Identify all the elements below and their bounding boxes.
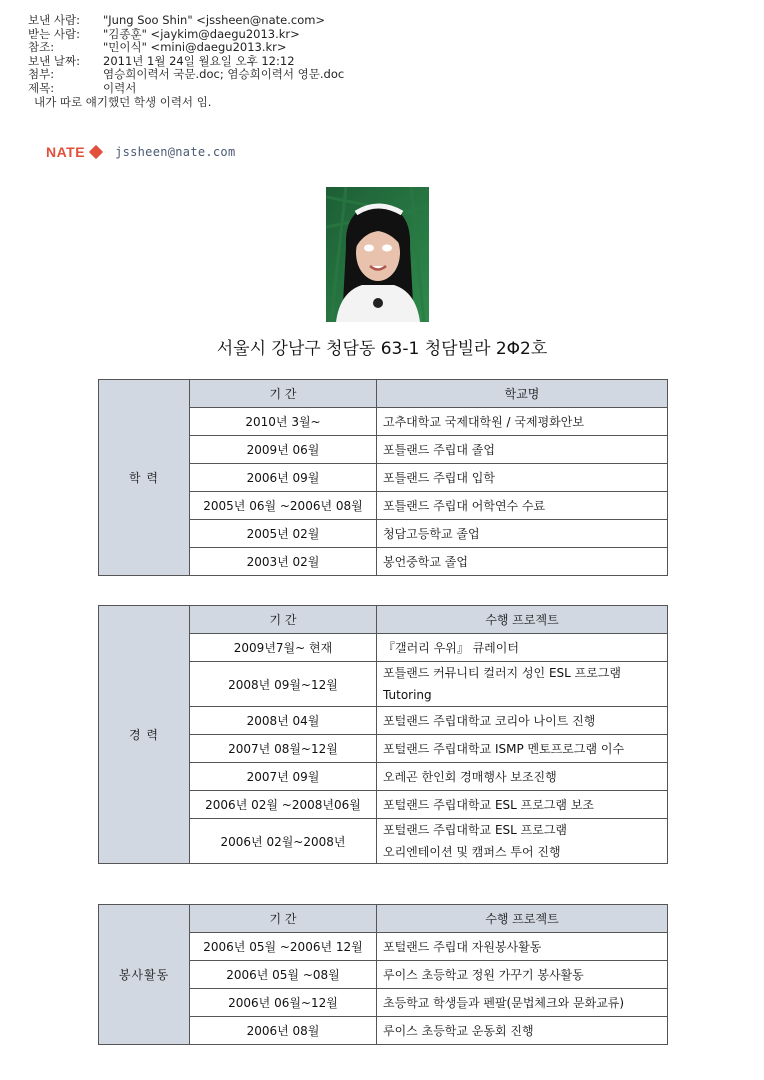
period-cell: 2006년 02월 ~2008년06월 [190, 791, 377, 819]
period-cell: 2008년 04월 [190, 707, 377, 735]
category-cell: 경 력 [99, 606, 190, 864]
from-row [28, 14, 528, 28]
period-cell: 2006년 06월~12월 [190, 989, 377, 1017]
category-cell: 학 력 [99, 380, 190, 576]
desc-line: 포털랜드 주립대학교 ESL 프로그램 [383, 823, 568, 837]
period-cell: 2007년 09월 [190, 763, 377, 791]
desc-cell [377, 662, 668, 707]
desc-line: 오리엔테이션 및 캠퍼스 투어 진행 [383, 845, 561, 859]
desc-cell: 포털랜드 주립대학교 ESL 프로그램 보조 [377, 791, 668, 819]
desc-line: Tutoring [383, 688, 432, 702]
header-period: 기 간 [190, 905, 377, 933]
to-value: "김종훈" <jaykim@daegu2013.kr> [103, 26, 300, 41]
date-label: 보낸 날짜: [28, 53, 80, 68]
desc-line: 포틀랜드 커뮤니티 컬러지 성인 ESL 프로그램 [383, 666, 622, 680]
period-cell: 2006년 08월 [190, 1017, 377, 1045]
to-row [28, 28, 528, 42]
desc-cell: 포털랜드 주립대 자원봉사활동 [377, 933, 668, 961]
header-project: 수행 프로젝트 [377, 606, 668, 634]
attachment-value: 염승희이력서 국문.doc; 염승희이력서 영문.doc [103, 67, 345, 82]
email-note: 내가 따로 얘기했던 학생 이력서 임. [34, 94, 212, 109]
desc-cell: 포틀랜드 주립대 어학연수 수료 [377, 492, 668, 520]
career-table [98, 605, 668, 864]
period-cell: 2010년 3월~ [190, 408, 377, 436]
header-period: 기 간 [190, 380, 377, 408]
nate-diamond-icon [89, 145, 103, 159]
period-cell: 2009년7월~ 현재 [190, 634, 377, 662]
attachment-row [28, 68, 528, 82]
desc-cell: 루이스 초등학교 정원 가꾸기 봉사활동 [377, 961, 668, 989]
education-table [98, 379, 668, 576]
subject-row [28, 82, 528, 96]
period-cell: 2007년 08월~12월 [190, 735, 377, 763]
portrait-icon [326, 187, 429, 322]
nate-mail-stamp [46, 140, 235, 164]
desc-cell: 고추대학교 국제대학원 / 국제평화안보 [377, 408, 668, 436]
desc-cell: 초등학교 학생들과 펜팔(문법체크와 문화교류) [377, 989, 668, 1017]
date-row [28, 55, 528, 69]
desc-cell: 포틀랜드 주립대 입학 [377, 464, 668, 492]
nate-logo [46, 144, 115, 160]
desc-cell: 포틀랜드 주립대 졸업 [377, 436, 668, 464]
period-cell: 2003년 02월 [190, 548, 377, 576]
category-cell: 봉사활동 [99, 905, 190, 1045]
desc-cell [377, 819, 668, 864]
from-label: 보낸 사람: [28, 13, 80, 27]
date-value: 2011년 1월 24일 월요일 오후 12:12 [103, 53, 295, 68]
cc-value: "민이식" <mini@daegu2013.kr> [103, 40, 287, 55]
period-cell: 2006년 05월 ~2006년 12월 [190, 933, 377, 961]
career-section [98, 605, 668, 864]
education-section [98, 379, 668, 576]
table-header-row [99, 606, 668, 634]
period-cell: 2006년 05월 ~08월 [190, 961, 377, 989]
attachment-label: 첨부: [28, 67, 55, 82]
subject-label: 제목: [28, 80, 55, 95]
header-period: 기 간 [190, 606, 377, 634]
desc-cell: 『갤러리 우위』 큐레이터 [377, 634, 668, 662]
period-cell: 2006년 02월~2008년 [190, 819, 377, 864]
period-cell: 2009년 06월 [190, 436, 377, 464]
cc-label: 참조: [28, 40, 55, 55]
period-cell: 2005년 02월 [190, 520, 377, 548]
desc-cell: 포털랜드 주립대학교 ISMP 멘토프로그램 이수 [377, 735, 668, 763]
desc-cell: 봉언중학교 졸업 [377, 548, 668, 576]
home-address: 서울시 강남구 청담동 63-1 청담빌라 2Φ2호 [216, 339, 548, 359]
nate-logo-text: NATE [46, 144, 86, 160]
cc-row [28, 41, 528, 55]
volunteer-table [98, 904, 668, 1045]
desc-cell: 루이스 초등학교 운동회 진행 [377, 1017, 668, 1045]
email-header [28, 14, 528, 109]
period-cell: 2006년 09월 [190, 464, 377, 492]
to-label: 받는 사람: [28, 26, 80, 41]
desc-cell: 청담고등학교 졸업 [377, 520, 668, 548]
period-cell: 2005년 06월 ~2006년 08월 [190, 492, 377, 520]
table-header-row [99, 380, 668, 408]
desc-cell: 포털랜드 주립대학교 코리아 나이트 진행 [377, 707, 668, 735]
volunteer-section [98, 904, 668, 1045]
period-cell: 2008년 09월~12월 [190, 662, 377, 707]
header-project: 수행 프로젝트 [377, 905, 668, 933]
nate-sender-email: jssheen@nate.com [115, 145, 236, 159]
portrait-photo [326, 187, 429, 322]
from-value: "Jung Soo Shin" <jssheen@nate.com> [103, 13, 326, 27]
subject-value: 이력서 [103, 80, 137, 95]
table-header-row [99, 905, 668, 933]
desc-cell: 오레곤 한인회 경매행사 보조진행 [377, 763, 668, 791]
header-school: 학교명 [377, 380, 668, 408]
